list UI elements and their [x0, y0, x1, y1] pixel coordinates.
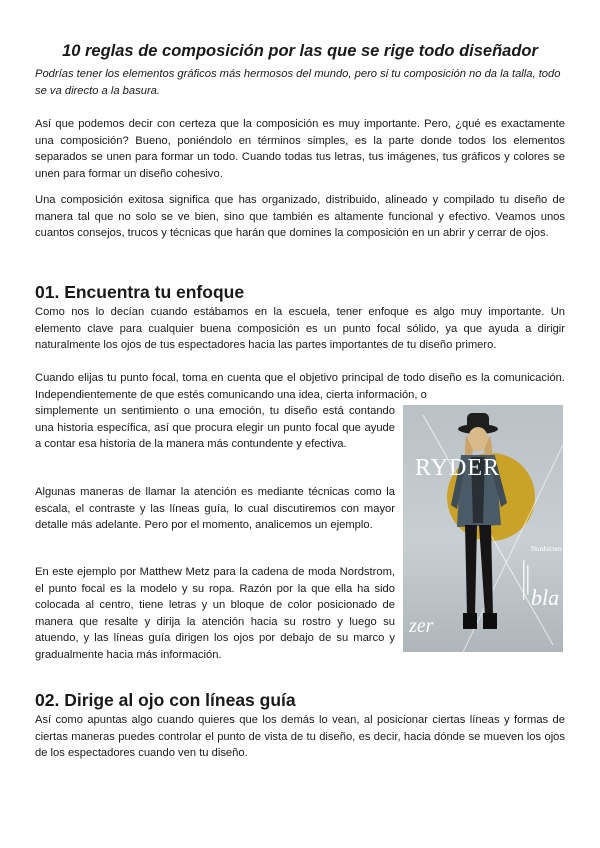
section-1-paragraph-1: Como nos lo decían cuando estábamos en la escuela, tener enfoque es algo muy importante. Un elemento clave para cualquier buena composición es un punto focal sólido, ya que ayuda a dirigir naturalmente los ojos de tus espectadores hacia las partes importantes de tu diseño primero. [35, 306, 565, 352]
section-1-paragraph-2-wrap: simplemente un sentimiento o una emoción, tu diseño está contando una historia específica, así que procura elegir un punto focal que ayude a contar esa historia de la manera más contundente y efectiva. [35, 405, 395, 451]
page-subtitle: Podrías tener los elementos gráficos más hermosos del mundo, pero si tu composición no da la talla, todo se va directo a la basura. [35, 68, 561, 97]
section-2-heading: 02. Dirige al ojo con líneas guía [35, 690, 296, 710]
intro-paragraph-2: Una composición exitosa significa que has organizado, distribuido, alineado y compilado tu diseño de manera tal que no solo se ve bien, sino que también es altamente funcional y efectivo. Veamos unos cuantos consejos, trucos y técnicas que harán que domines la composición en un abrir y cerrar de ojos. [35, 194, 565, 240]
section-1-paragraph-3: Algunas maneras de llamar la atención es mediante técnicas como la escala, el contraste y las líneas guía, lo cual discutiremos con mayor detalle más adelante. Pero por el momento, analicemos un ejemplo. [35, 486, 395, 532]
nordstrom-example-image [403, 405, 563, 652]
page-title: 10 reglas de composición por las que se rige todo diseñador [62, 42, 538, 60]
section-1-paragraph-4: En este ejemplo por Matthew Metz para la cadena de moda Nordstrom, el punto focal es la modelo y su ropa. Razón por la que ella ha sido colocada al centro, tiene letras y un bloque de color posicionado de manera que resalte y dirija la atención hacia su rostro y luego su atuendo, y las líneas guía dirigen los ojos por debajo de su marco y gradualmente hacia más información. [35, 566, 395, 661]
figure-word-bla: bla [531, 585, 560, 610]
figure-word-zer: zer [409, 615, 434, 637]
figure-side-label: Nordstrom [531, 545, 562, 553]
model-leg-left [465, 525, 477, 615]
section-2-paragraph-1: Así como apuntas algo cuando quieres que los demás lo vean, al posicionar ciertas líneas y formas de ciertas maneras puedes controlar el punto de vista de tu diseño, es decir, hacia dónde se mueven los ojos de los espectadores cuando ven tu diseño. [35, 714, 565, 760]
figure-word-ryder: RYDER [415, 455, 501, 481]
model-leg-right [479, 525, 493, 615]
intro-paragraph-1: Así que podemos decir con certeza que la composición es muy importante. Pero, ¿qué es exactamente una composición? Bueno, poniéndolo en términos simples, es la parte donde todos los elementos separados se unen para formar un todo. Cuando todas tus letras, tus imágenes, tus gráficos y colores se unen para formar un diseño cohesivo. [35, 118, 565, 180]
section-1-heading: 01. Encuentra tu enfoque [35, 282, 245, 302]
section-1-paragraph-2-full: Cuando elijas tu punto focal, toma en cuenta que el objetivo principal de todo diseño es la comunicación. Independientemente de que estés comunicando una idea, cierta información, o [35, 372, 565, 401]
